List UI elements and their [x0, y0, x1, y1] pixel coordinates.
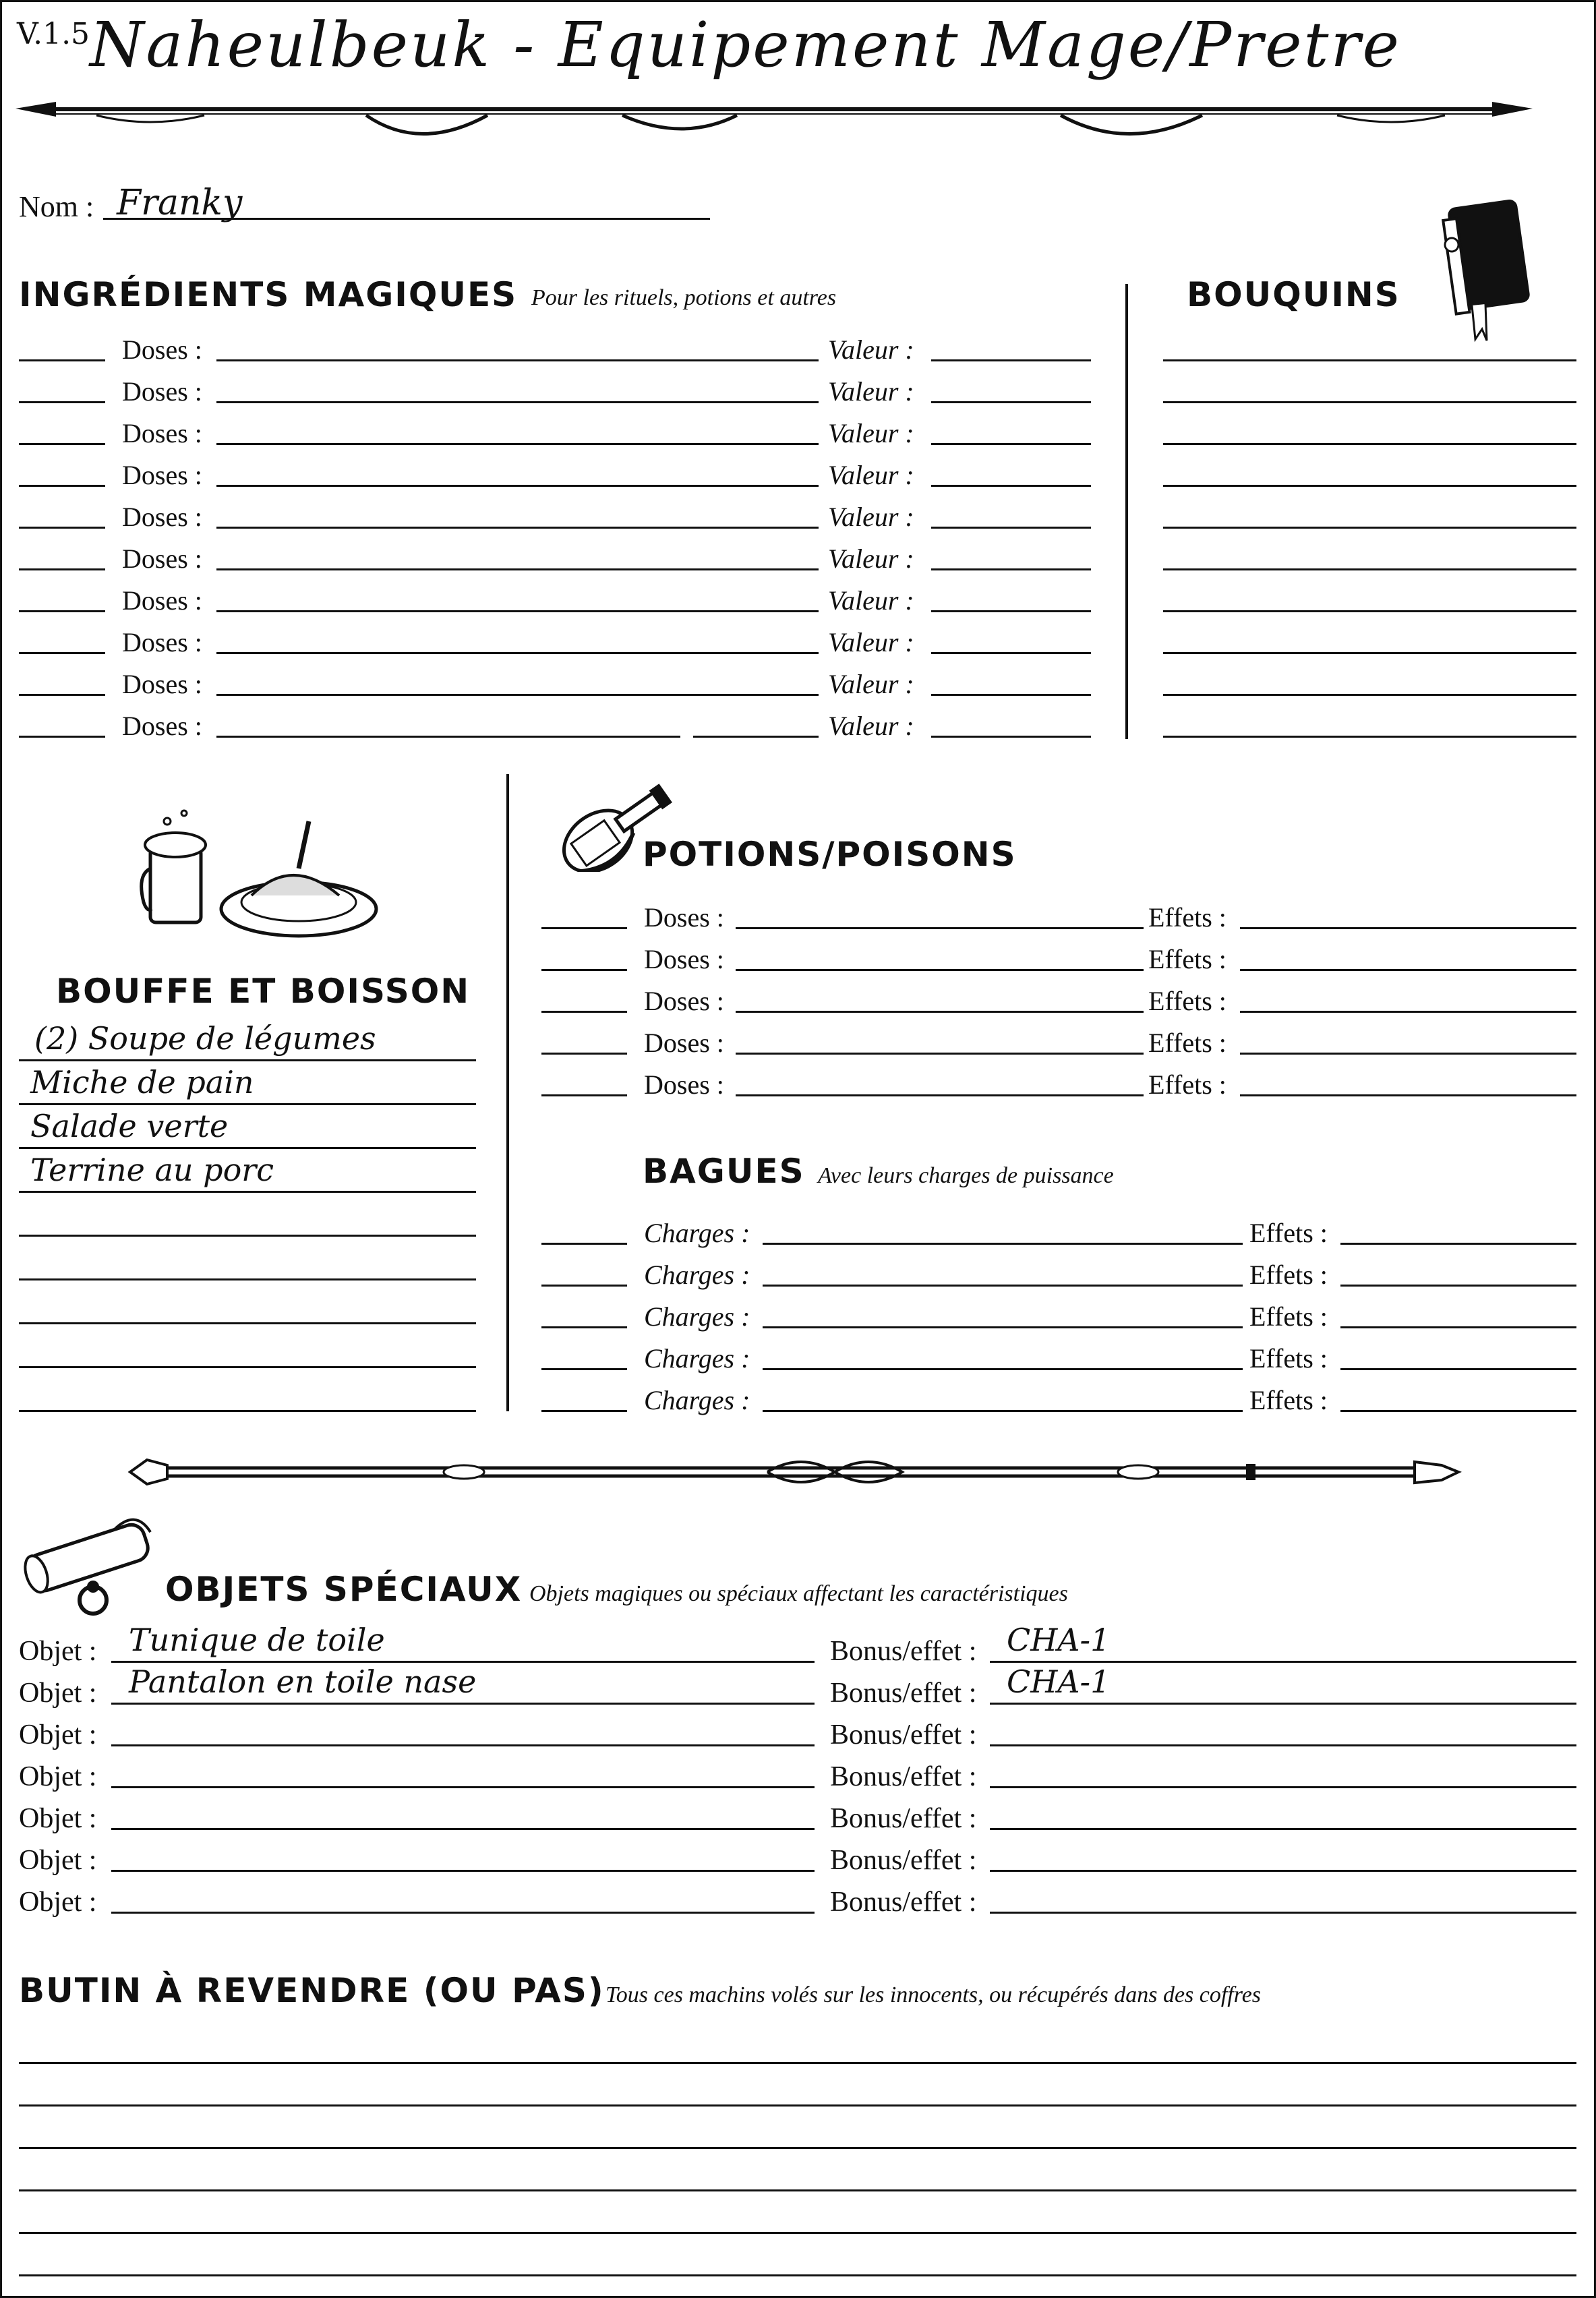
bouffe-line[interactable]: [19, 1322, 476, 1324]
ring-name-line[interactable]: [763, 1285, 1243, 1287]
bonus-line[interactable]: [990, 1786, 1576, 1788]
potion-qty-line[interactable]: [541, 927, 627, 929]
ingredient-value-line[interactable]: [931, 485, 1091, 487]
ingredient-value-line[interactable]: [931, 401, 1091, 403]
bonus-label: Bonus/effet :: [830, 1803, 977, 1834]
value-label: Valeur :: [828, 376, 914, 407]
version-label: V.1.5: [17, 17, 90, 51]
bouquin-line[interactable]: [1163, 401, 1576, 403]
value-label: Valeur :: [828, 418, 914, 448]
bouquin-line[interactable]: [1163, 652, 1576, 654]
food-icon: [137, 808, 380, 943]
bouquin-line[interactable]: [1163, 610, 1576, 612]
bonus-label: Bonus/effet :: [830, 1887, 977, 1918]
ingredient-value-line[interactable]: [931, 736, 1091, 738]
effect-label: Effets :: [1148, 902, 1226, 933]
ingredient-name-line[interactable]: [216, 610, 819, 612]
object-line[interactable]: [111, 1744, 815, 1746]
value-label: Valeur :: [828, 669, 914, 699]
name-label: Nom :: [19, 190, 94, 223]
ingredient-name-line-extra[interactable]: [693, 736, 819, 738]
ring-qty-line[interactable]: [541, 1285, 627, 1287]
butin-line[interactable]: [19, 2104, 1576, 2106]
value-label: Valeur :: [828, 502, 914, 532]
bouquin-line[interactable]: [1163, 736, 1576, 738]
ingredients-title: INGRÉDIENTS MAGIQUES: [19, 275, 518, 314]
ingredient-value-line[interactable]: [931, 568, 1091, 570]
bouffe-line[interactable]: [19, 1278, 476, 1280]
ring-effect-line[interactable]: [1340, 1326, 1576, 1328]
ring-name-line[interactable]: [763, 1410, 1243, 1412]
charge-label: Charges :: [644, 1343, 750, 1374]
bonus-line[interactable]: [990, 1870, 1576, 1872]
ingredient-qty-line[interactable]: [19, 359, 105, 361]
dose-label: Doses :: [122, 334, 202, 365]
potion-effect-line[interactable]: [1240, 1094, 1576, 1096]
dose-label: Doses :: [122, 543, 202, 574]
effect-label: Effets :: [1249, 1385, 1328, 1415]
name-line: [103, 218, 710, 220]
dose-label: Doses :: [122, 585, 202, 616]
object-label: Objet :: [19, 1761, 97, 1792]
bouquin-line[interactable]: [1163, 568, 1576, 570]
name-value[interactable]: Franky: [117, 183, 243, 223]
object-line[interactable]: [111, 1661, 815, 1663]
effect-label: Effets :: [1249, 1343, 1328, 1374]
ring-effect-line[interactable]: [1340, 1410, 1576, 1412]
potion-effect-line[interactable]: [1240, 1011, 1576, 1013]
ingredient-name-line[interactable]: [216, 527, 819, 529]
potion-name-line[interactable]: [736, 969, 1144, 971]
potion-name-line[interactable]: [736, 1011, 1144, 1013]
ingredient-qty-line[interactable]: [19, 443, 105, 445]
effect-label: Effets :: [1148, 1069, 1226, 1100]
bonus-label: Bonus/effet :: [830, 1845, 977, 1876]
bagues-subtitle: Avec leurs charges de puissance: [818, 1163, 1114, 1188]
ring-qty-line[interactable]: [541, 1326, 627, 1328]
object-line[interactable]: [111, 1870, 815, 1872]
charge-label: Charges :: [644, 1385, 750, 1415]
effect-label: Effets :: [1249, 1260, 1328, 1290]
bouquin-line[interactable]: [1163, 359, 1576, 361]
value-label: Valeur :: [828, 334, 914, 365]
ring-qty-line[interactable]: [541, 1368, 627, 1370]
potion-qty-line[interactable]: [541, 1011, 627, 1013]
column-divider-2: [506, 774, 509, 1411]
bouffe-line[interactable]: [19, 1147, 476, 1149]
bonus-label: Bonus/effet :: [830, 1761, 977, 1792]
ingredient-name-line[interactable]: [216, 568, 819, 570]
bouffe-line[interactable]: [19, 1410, 476, 1412]
ring-name-line[interactable]: [763, 1368, 1243, 1370]
charge-label: Charges :: [644, 1301, 750, 1332]
ingredient-value-line[interactable]: [931, 610, 1091, 612]
dose-label: Doses :: [122, 418, 202, 448]
bonus-label: Bonus/effet :: [830, 1636, 977, 1667]
bouquin-line[interactable]: [1163, 694, 1576, 696]
dose-label: Doses :: [122, 460, 202, 490]
charge-label: Charges :: [644, 1260, 750, 1290]
ingredient-qty-line[interactable]: [19, 694, 105, 696]
bonus-line[interactable]: [990, 1912, 1576, 1914]
ingredient-value-line[interactable]: [931, 694, 1091, 696]
bagues-title: BAGUES: [643, 1152, 805, 1191]
bonus-line[interactable]: [990, 1661, 1576, 1663]
ring-name-line[interactable]: [763, 1243, 1243, 1245]
potion-qty-line[interactable]: [541, 969, 627, 971]
objets-title: OBJETS SPÉCIAUX: [165, 1570, 523, 1609]
ingredient-value-line[interactable]: [931, 652, 1091, 654]
dose-label: Doses :: [644, 944, 724, 974]
ingredient-name-line[interactable]: [216, 694, 819, 696]
object-label: Objet :: [19, 1719, 97, 1750]
bouffe-title: BOUFFE ET BOISSON: [56, 972, 471, 1011]
value-label: Valeur :: [828, 585, 914, 616]
dose-label: Doses :: [122, 627, 202, 657]
page-title: Naheulbeuk - Equipement Mage/Pretre: [90, 9, 1401, 81]
bouffe-item[interactable]: Terrine au porc: [30, 1152, 274, 1188]
bouffe-item[interactable]: Miche de pain: [30, 1064, 254, 1100]
bouffe-item[interactable]: (2) Soupe de légumes: [34, 1020, 376, 1057]
ingredient-qty-line[interactable]: [19, 610, 105, 612]
dose-label: Doses :: [122, 711, 202, 741]
effect-label: Effets :: [1148, 944, 1226, 974]
ingredient-qty-line[interactable]: [19, 401, 105, 403]
object-value[interactable]: Tunique de toile: [129, 1622, 385, 1658]
charge-label: Charges :: [644, 1218, 750, 1248]
bonus-line[interactable]: [990, 1744, 1576, 1746]
bouquins-title: BOUQUINS: [1187, 275, 1400, 314]
potions-title: POTIONS/POISONS: [643, 835, 1017, 874]
bonus-label: Bonus/effet :: [830, 1678, 977, 1709]
ingredients-subtitle: Pour les rituels, potions et autres: [531, 285, 837, 310]
bonus-line[interactable]: [990, 1703, 1576, 1705]
potion-qty-line[interactable]: [541, 1053, 627, 1055]
potion-effect-line[interactable]: [1240, 1053, 1576, 1055]
object-value[interactable]: Pantalon en toile nase: [129, 1663, 477, 1700]
bouffe-line[interactable]: [19, 1366, 476, 1368]
butin-line[interactable]: [19, 2274, 1576, 2276]
ingredient-qty-line[interactable]: [19, 527, 105, 529]
ingredient-name-line[interactable]: [216, 443, 819, 445]
ingredient-qty-line[interactable]: [19, 736, 105, 738]
bonus-label: Bonus/effet :: [830, 1719, 977, 1750]
butin-line[interactable]: [19, 2232, 1576, 2234]
potion-name-line[interactable]: [736, 927, 1144, 929]
ingredient-qty-line[interactable]: [19, 568, 105, 570]
dose-label: Doses :: [644, 1028, 724, 1058]
potion-effect-line[interactable]: [1240, 969, 1576, 971]
ring-effect-line[interactable]: [1340, 1243, 1576, 1245]
ring-qty-line[interactable]: [541, 1410, 627, 1412]
potion-name-line[interactable]: [736, 1094, 1144, 1096]
value-label: Valeur :: [828, 460, 914, 490]
object-line[interactable]: [111, 1912, 815, 1914]
column-divider: [1125, 284, 1128, 739]
value-label: Valeur :: [828, 711, 914, 741]
potion-effect-line[interactable]: [1240, 927, 1576, 929]
bouquin-line[interactable]: [1163, 443, 1576, 445]
bouffe-line[interactable]: [19, 1191, 476, 1193]
value-label: Valeur :: [828, 543, 914, 574]
bonus-value[interactable]: CHA-1: [1007, 1622, 1111, 1658]
butin-line[interactable]: [19, 2062, 1576, 2064]
ring-effect-line[interactable]: [1340, 1368, 1576, 1370]
bouffe-line[interactable]: [19, 1235, 476, 1237]
ingredient-qty-line[interactable]: [19, 652, 105, 654]
ingredient-name-line[interactable]: [216, 736, 680, 738]
dose-label: Doses :: [122, 502, 202, 532]
effect-label: Effets :: [1148, 986, 1226, 1016]
potion-qty-line[interactable]: [541, 1094, 627, 1096]
value-label: Valeur :: [828, 627, 914, 657]
ingredient-name-line[interactable]: [216, 485, 819, 487]
bouffe-line[interactable]: [19, 1103, 476, 1105]
bonus-value[interactable]: CHA-1: [1007, 1663, 1111, 1700]
ring-qty-line[interactable]: [541, 1243, 627, 1245]
object-label: Objet :: [19, 1678, 97, 1709]
butin-title: BUTIN À REVENDRE (OU PAS): [19, 1971, 605, 2010]
ingredient-name-line[interactable]: [216, 359, 819, 361]
butin-line[interactable]: [19, 2147, 1576, 2149]
object-label: Objet :: [19, 1803, 97, 1834]
object-line[interactable]: [111, 1828, 815, 1830]
potion-name-line[interactable]: [736, 1053, 1144, 1055]
object-line[interactable]: [111, 1786, 815, 1788]
object-label: Objet :: [19, 1887, 97, 1918]
ingredient-value-line[interactable]: [931, 527, 1091, 529]
ingredient-name-line[interactable]: [216, 652, 819, 654]
bonus-line[interactable]: [990, 1828, 1576, 1830]
dose-label: Doses :: [644, 1069, 724, 1100]
book-icon: [1438, 198, 1539, 343]
bouquin-line[interactable]: [1163, 485, 1576, 487]
object-label: Objet :: [19, 1636, 97, 1667]
dose-label: Doses :: [122, 669, 202, 699]
spear-ornament-icon: [16, 88, 1533, 149]
effect-label: Effets :: [1249, 1301, 1328, 1332]
bouquin-line[interactable]: [1163, 527, 1576, 529]
ingredient-name-line[interactable]: [216, 401, 819, 403]
bouffe-line[interactable]: [19, 1059, 476, 1061]
effect-label: Effets :: [1249, 1218, 1328, 1248]
dose-label: Doses :: [644, 986, 724, 1016]
ingredient-qty-line[interactable]: [19, 485, 105, 487]
objets-subtitle: Objets magiques ou spéciaux affectant les caractéristiques: [529, 1581, 1068, 1606]
bouffe-item[interactable]: Salade verte: [30, 1108, 229, 1144]
object-line[interactable]: [111, 1703, 815, 1705]
butin-subtitle: Tous ces machins volés sur les innocents, ou récupérés dans des coffres: [605, 1982, 1262, 2007]
dose-label: Doses :: [122, 376, 202, 407]
ring-name-line[interactable]: [763, 1326, 1243, 1328]
butin-line[interactable]: [19, 2189, 1576, 2191]
object-label: Objet :: [19, 1845, 97, 1876]
staff-ornament-icon: [127, 1445, 1462, 1499]
dose-label: Doses :: [644, 902, 724, 933]
ingredient-value-line[interactable]: [931, 359, 1091, 361]
ring-effect-line[interactable]: [1340, 1285, 1576, 1287]
ingredient-value-line[interactable]: [931, 443, 1091, 445]
scroll-ring-icon: [19, 1512, 160, 1620]
effect-label: Effets :: [1148, 1028, 1226, 1058]
